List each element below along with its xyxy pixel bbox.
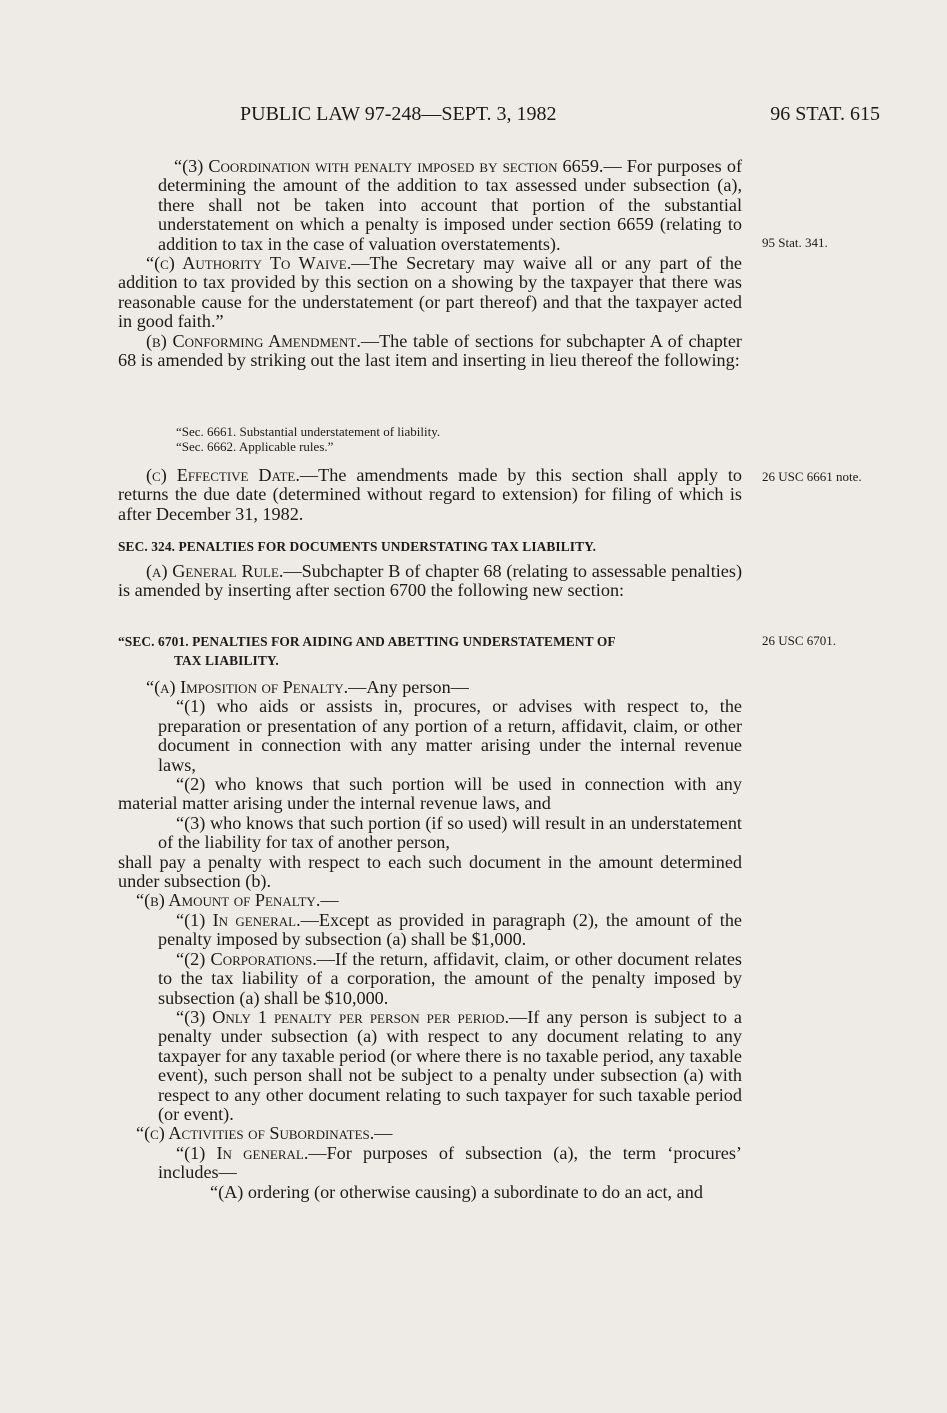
paragraph-c-1	[118, 1144, 742, 1183]
paragraph-text: Any person—	[366, 677, 469, 697]
paragraph-text: Except as provided in paragraph (2), the amount of the penalty imposed by subsection (a) shall be $1,000.	[158, 909, 743, 950]
paragraph-a-3: “(3) who knows that such portion (if so used) will result in an understatement of the liability for tax of another person,	[158, 812, 742, 853]
paragraph-heading: “(2) Corporations.—	[176, 948, 335, 969]
paragraph-text: If any person is subject to a penalty under subsection (a) with respect to any document relating to any taxpayer for any taxable period (or where there is no taxable period, any taxable event), such person shall not be subject to a penalty under subsection (a) with respect to any other document relating to such taxpayer for such taxable period (or event).	[158, 1006, 742, 1124]
subsection-a-imposition	[118, 678, 742, 697]
text-block-2	[118, 466, 742, 524]
statute-page-number: 96 STAT. 615	[770, 103, 880, 125]
paragraph-heading: “(a) Imposition of Penalty.—	[146, 677, 367, 697]
subsection-c-subordinates	[118, 1124, 742, 1143]
paragraph-text: For purposes of determining the amount of the addition to tax assessed under subsection (a), there shall not be taken into account that portion of the substantial understatement on which a penalty is imposed under section 6659 (relating to addition to tax in the case of valuation overstatements).	[158, 156, 743, 254]
subsection-b-conforming	[118, 332, 742, 371]
paragraph-text: The Secretary may waive all or any part of the addition to tax provided by this section on a showing by the taxpayer that there was reasonable cause for the understatement (or part thereof) and that the taxpayer acted in good faith.”	[118, 253, 742, 332]
paragraph-3-coordination	[118, 157, 742, 254]
running-title: PUBLIC LAW 97-248—SEPT. 3, 1982	[240, 103, 557, 125]
paragraph-heading: “(1) In general.—	[176, 1142, 327, 1163]
paragraph-a-tail: shall pay a penalty with respect to each such document in the amount determined under subsection (b).	[118, 851, 742, 892]
paragraph-b-1	[118, 911, 742, 950]
text-block-3	[118, 562, 742, 601]
paragraph-heading: “(3) Only 1 penalty per person per period.—	[176, 1006, 528, 1027]
subsection-a-general-rule	[118, 562, 742, 601]
table-of-sections	[118, 424, 742, 454]
section-324-heading	[118, 537, 742, 556]
paragraph-b-3	[118, 1008, 742, 1124]
text-block-4	[118, 678, 742, 1202]
paragraph-text: If the return, affidavit, claim, or other document relates to the tax liability of a corporation, the amount of the penalty imposed by subsection (a) shall be $10,000.	[158, 948, 742, 1008]
section-heading: SEC. 324. PENALTIES FOR DOCUMENTS UNDERSTATING TAX LIABILITY.	[118, 539, 597, 554]
paragraph-heading: “(b) Amount of Penalty.—	[136, 890, 339, 911]
subsection-b-amount	[118, 891, 742, 910]
subsection-c-authority	[118, 254, 742, 332]
paragraph-heading: “(c) Authority To Waive.—	[146, 253, 370, 274]
paragraph-heading: “(c) Activities of Subordinates.—	[136, 1123, 393, 1144]
paragraph-heading: (a) General Rule.—	[146, 561, 302, 581]
paragraph-c-1-A: “(A) ordering (or otherwise causing) a subordinate to do an act, and	[210, 1181, 703, 1202]
paragraph-heading: (c) Effective Date.—	[146, 465, 319, 485]
margin-note-95-stat: 95 Stat. 341.	[762, 235, 828, 250]
toc-entry: “Sec. 6662. Applicable rules.”	[176, 439, 334, 454]
paragraph-a-1: “(1) who aids or assists in, procures, or advises with respect to, the preparation or presentation of any portion of a return, affidavit, claim, or other document in connection with any matter arising under the internal revenue laws,	[158, 696, 742, 775]
margin-note-26usc6661: 26 USC 6661 note.	[762, 469, 862, 484]
section-heading-line-1: “SEC. 6701. PENALTIES FOR AIDING AND ABETTING UNDERSTATEMENT OF	[118, 634, 616, 649]
paragraph-text: For purposes of subsection (a), the term ‘procures’ includes—	[158, 1142, 742, 1183]
paragraph-b-2	[118, 950, 742, 1008]
margin-note-26usc6701: 26 USC 6701.	[762, 633, 837, 648]
paragraph-text: Subchapter B of chapter 68 (relating to assessable penalties) is amended by inserting after section 6700 the following new section:	[118, 561, 743, 601]
subsection-c-effective-date	[118, 466, 742, 524]
section-6701-heading	[118, 632, 742, 671]
section-heading-line-2: TAX LIABILITY.	[174, 653, 279, 669]
paragraph-text: The table of sections for subchapter A of chapter 68 is amended by striking out the last item and inserting in lieu thereof the following:	[118, 330, 742, 371]
paragraph-a-2: “(2) who knows that such portion will be used in connection with any material matter arising under the internal revenue laws, and	[118, 774, 742, 814]
paragraph-heading: “(1) In general.—	[176, 909, 319, 930]
paragraph-heading: (b) Conforming Amendment.—	[146, 330, 380, 351]
toc-entry: “Sec. 6661. Substantial understatement of liability.	[176, 424, 441, 439]
text-block-1	[118, 157, 742, 370]
paragraph-heading: “(3) Coordination with penalty imposed by section 6659.—	[174, 156, 622, 176]
paragraph-text: The amendments made by this section shall apply to returns the due date (determined without regard to extension) for filing of which is after December 31, 1982.	[118, 465, 742, 524]
